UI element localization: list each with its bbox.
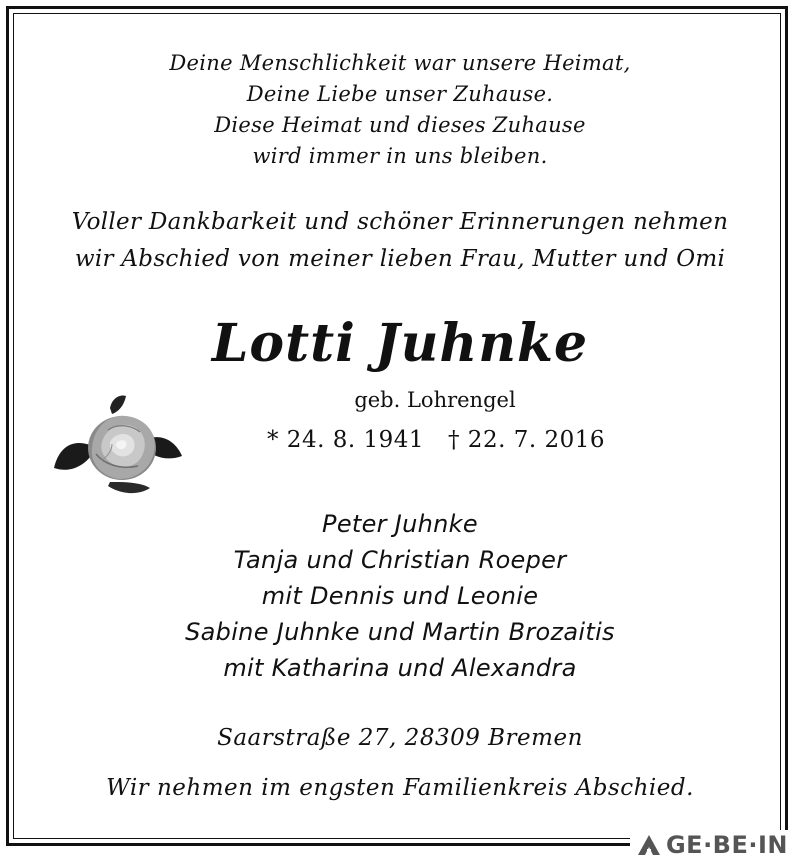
farewell-line-1: Voller Dankbarkeit und schöner Erinnerungen nehmen: [71, 209, 729, 235]
mourner-line-1: Peter Juhnke: [322, 510, 478, 538]
poem-line-1: Deine Menschlichkeit war unsere Heimat,: [169, 51, 631, 75]
gebein-logo: [630, 830, 794, 860]
gebein-logo-text: GE·BE·IN: [665, 831, 788, 859]
life-dates: [20, 424, 780, 456]
farewell-line-2: wir Abschied von meiner lieben Frau, Mutter und Omi: [74, 246, 726, 272]
gebein-logo-mark-icon: [636, 833, 662, 857]
address: Saarstraße 27, 28309 Bremen: [217, 725, 583, 751]
death-date: † 22. 7. 2016: [448, 427, 605, 453]
mourner-line-2: Tanja und Christian Roeper: [233, 546, 567, 574]
mourner-line-5: mit Katharina und Alexandra: [223, 654, 577, 682]
poem-line-3: Diese Heimat und dieses Zuhause: [214, 113, 586, 137]
deceased-name: Lotti Juhnke: [211, 313, 589, 374]
poem: [20, 48, 780, 172]
farewell-text: [20, 204, 780, 278]
closing-note: Wir nehmen im engsten Familienkreis Abschied.: [106, 775, 694, 801]
obituary-notice: [20, 20, 780, 840]
poem-line-2: Deine Liebe unser Zuhause.: [246, 82, 554, 106]
mourner-line-3: mit Dennis und Leonie: [261, 582, 539, 610]
poem-line-4: wird immer in uns bleiben.: [252, 144, 548, 168]
mourner-line-4: Sabine Juhnke und Martin Brozaitis: [185, 618, 615, 646]
maiden-name: geb. Lohrengel: [354, 388, 516, 412]
mourners-list: [20, 506, 780, 686]
birth-date: * 24. 8. 1941: [267, 427, 424, 453]
